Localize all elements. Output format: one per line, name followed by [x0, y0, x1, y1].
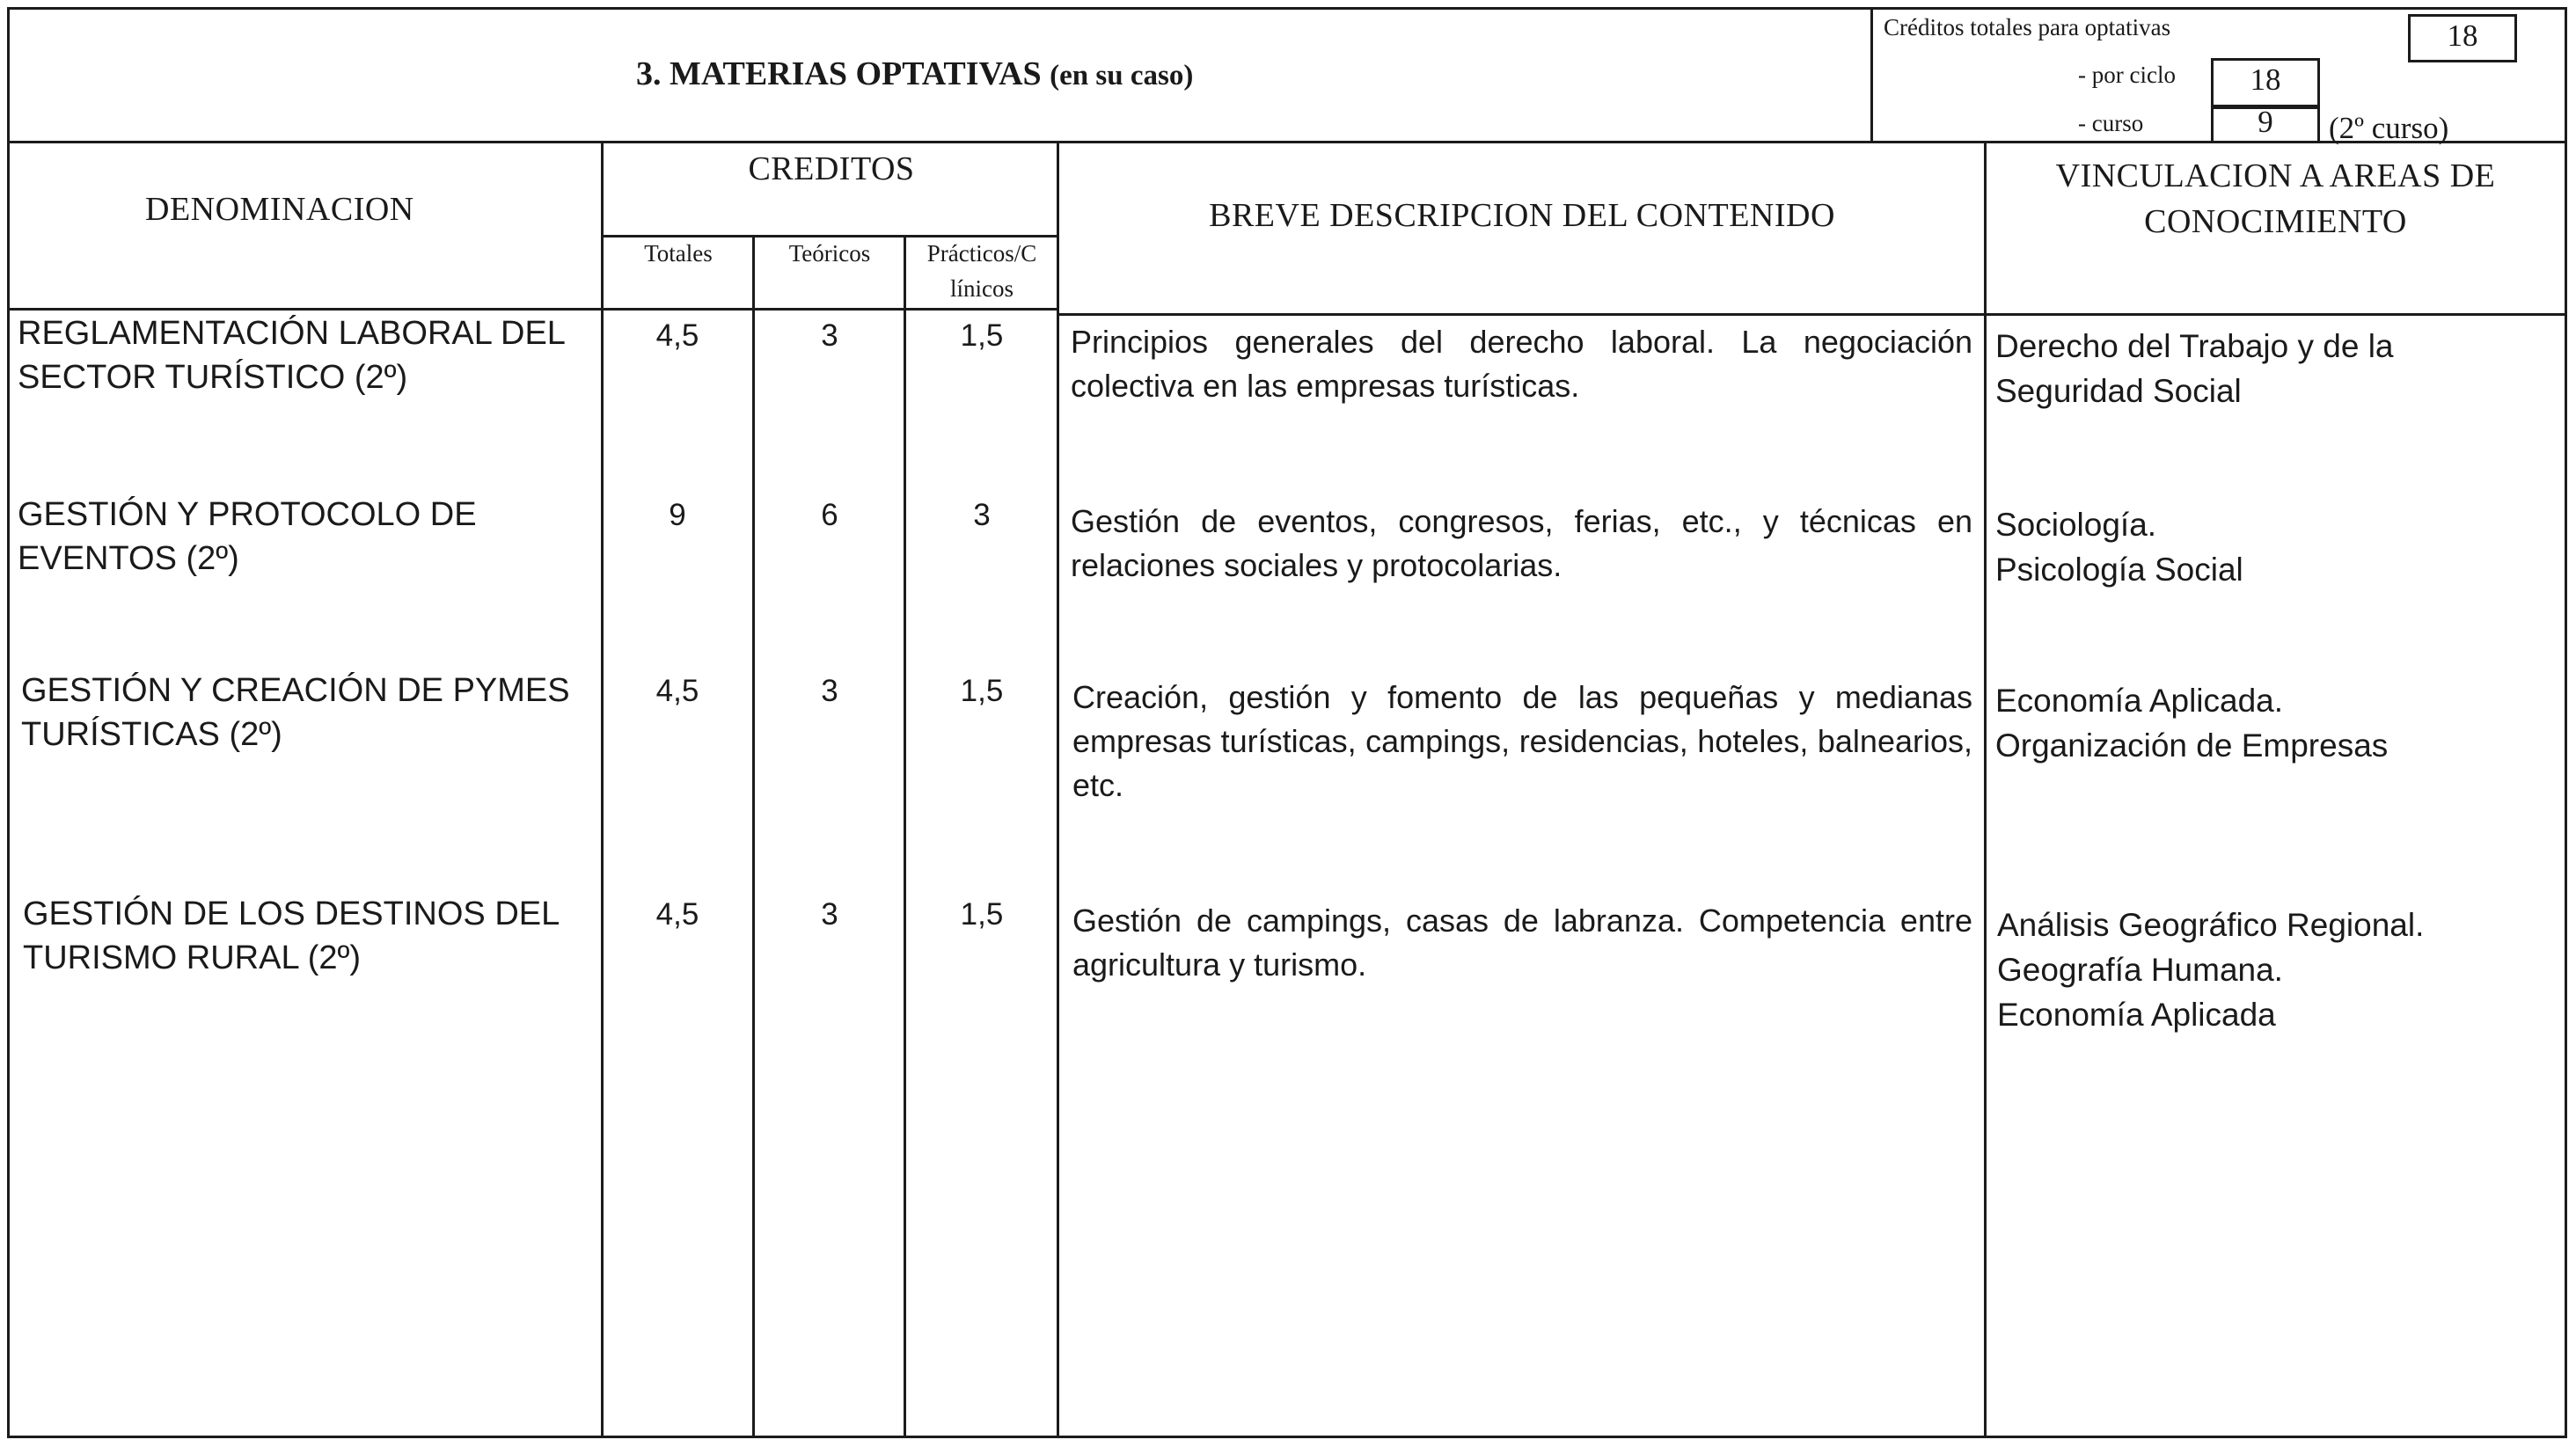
knowledge-area: Derecho del Trabajo y de la: [1995, 328, 2394, 364]
header-teoricos: Teóricos: [788, 240, 871, 267]
header-vinculacion-line2: CONOCIMIENTO: [2144, 203, 2407, 240]
total-credits-value: 18: [2447, 18, 2478, 53]
credits-total: 4,5: [655, 318, 699, 353]
header-practicos-line1: Prácticos/C: [926, 240, 1037, 267]
knowledge-area: Economía Aplicada: [1997, 997, 2276, 1033]
credits-theory: 3: [821, 897, 838, 932]
subject-description: Principios generales del derecho laboral. La negociación colectiva en las empresas turísticas.: [1071, 324, 1972, 404]
header-creditos: CREDITOS: [748, 150, 915, 187]
credits-total: 4,5: [655, 674, 699, 708]
knowledge-area: Sociología.: [1995, 507, 2157, 543]
knowledge-area: Economía Aplicada.: [1995, 683, 2284, 719]
header-practicos-line2: línicos: [950, 275, 1014, 302]
cycle-credits-value: 18: [2250, 62, 2281, 97]
col-rule-5: [1984, 143, 1987, 1438]
subject-description: Gestión de campings, casas de labranza. Competencia entre agricultura y turismo.: [1072, 903, 1972, 983]
top-border: [7, 7, 2567, 10]
credits-practice: 1,5: [960, 897, 1004, 932]
bottom-border: [7, 1436, 2567, 1438]
credits-total: 9: [669, 498, 686, 532]
section-title: [636, 55, 1193, 93]
subject-description: Gestión de eventos, congresos, ferias, etc., y técnicas en relaciones sociales y protocolarias.: [1071, 503, 1972, 583]
header-denominacion: DENOMINACION: [145, 191, 414, 228]
header-descripcion: BREVE DESCRIPCION DEL CONTENIDO: [1209, 197, 1835, 234]
col-rule-3: [904, 238, 906, 1438]
header-totales: Totales: [644, 240, 713, 267]
subject-description: Creación, gestión y fomento de las pequeñas y medianas empresas turísticas, campings, residencias, hoteles, balnearios, etc.: [1072, 679, 1972, 803]
knowledge-area: Análisis Geográfico Regional.: [1997, 907, 2425, 943]
course-credits-value: 9: [2258, 105, 2273, 139]
col-rule-2: [752, 238, 755, 1438]
credits-theory: 3: [821, 674, 838, 708]
subject-name: REGLAMENTACIÓN LABORAL DEL SECTOR TURÍSTICO (2º): [18, 315, 565, 396]
total-credits-label: Créditos totales para optativas: [1884, 14, 2171, 40]
knowledge-area: Organización de Empresas: [1995, 727, 2389, 764]
header-bottom-rule-right: [1059, 313, 2567, 316]
course-note: (2º curso): [2329, 111, 2449, 145]
knowledge-area: Geografía Humana.: [1997, 952, 2283, 988]
credits-theory: 3: [821, 318, 838, 353]
left-border: [7, 7, 10, 1438]
credits-practice: 1,5: [960, 318, 1004, 353]
credits-theory: 6: [821, 498, 838, 532]
credits-practice: 3: [973, 498, 991, 532]
section-title-main: 3. MATERIAS OPTATIVAS: [636, 55, 1042, 92]
subject-name: GESTIÓN Y PROTOCOLO DE EVENTOS (2º): [18, 496, 477, 577]
header-bottom-rule: [7, 308, 1059, 311]
title-bottom-rule: [7, 141, 2567, 143]
header-vinculacion-line1: VINCULACION A AREAS DE: [2055, 157, 2496, 194]
right-border: [2565, 7, 2567, 1438]
summary-divider: [1870, 7, 1873, 143]
credits-practice: 1,5: [960, 674, 1004, 708]
subject-name: GESTIÓN Y CREACIÓN DE PYMES TURÍSTICAS (2º): [21, 672, 570, 753]
course-credits-label: - curso: [2078, 110, 2144, 136]
subject-name: GESTIÓN DE LOS DESTINOS DEL TURISMO RURAL (2º): [23, 895, 559, 976]
creditos-sub-rule: [601, 235, 1058, 238]
knowledge-area: Psicología Social: [1995, 552, 2243, 588]
credits-total: 4,5: [655, 897, 699, 932]
knowledge-area: Seguridad Social: [1995, 373, 2242, 409]
cycle-credits-label: - por ciclo: [2078, 62, 2176, 88]
section-title-suffix: (en su caso): [1050, 60, 1194, 91]
